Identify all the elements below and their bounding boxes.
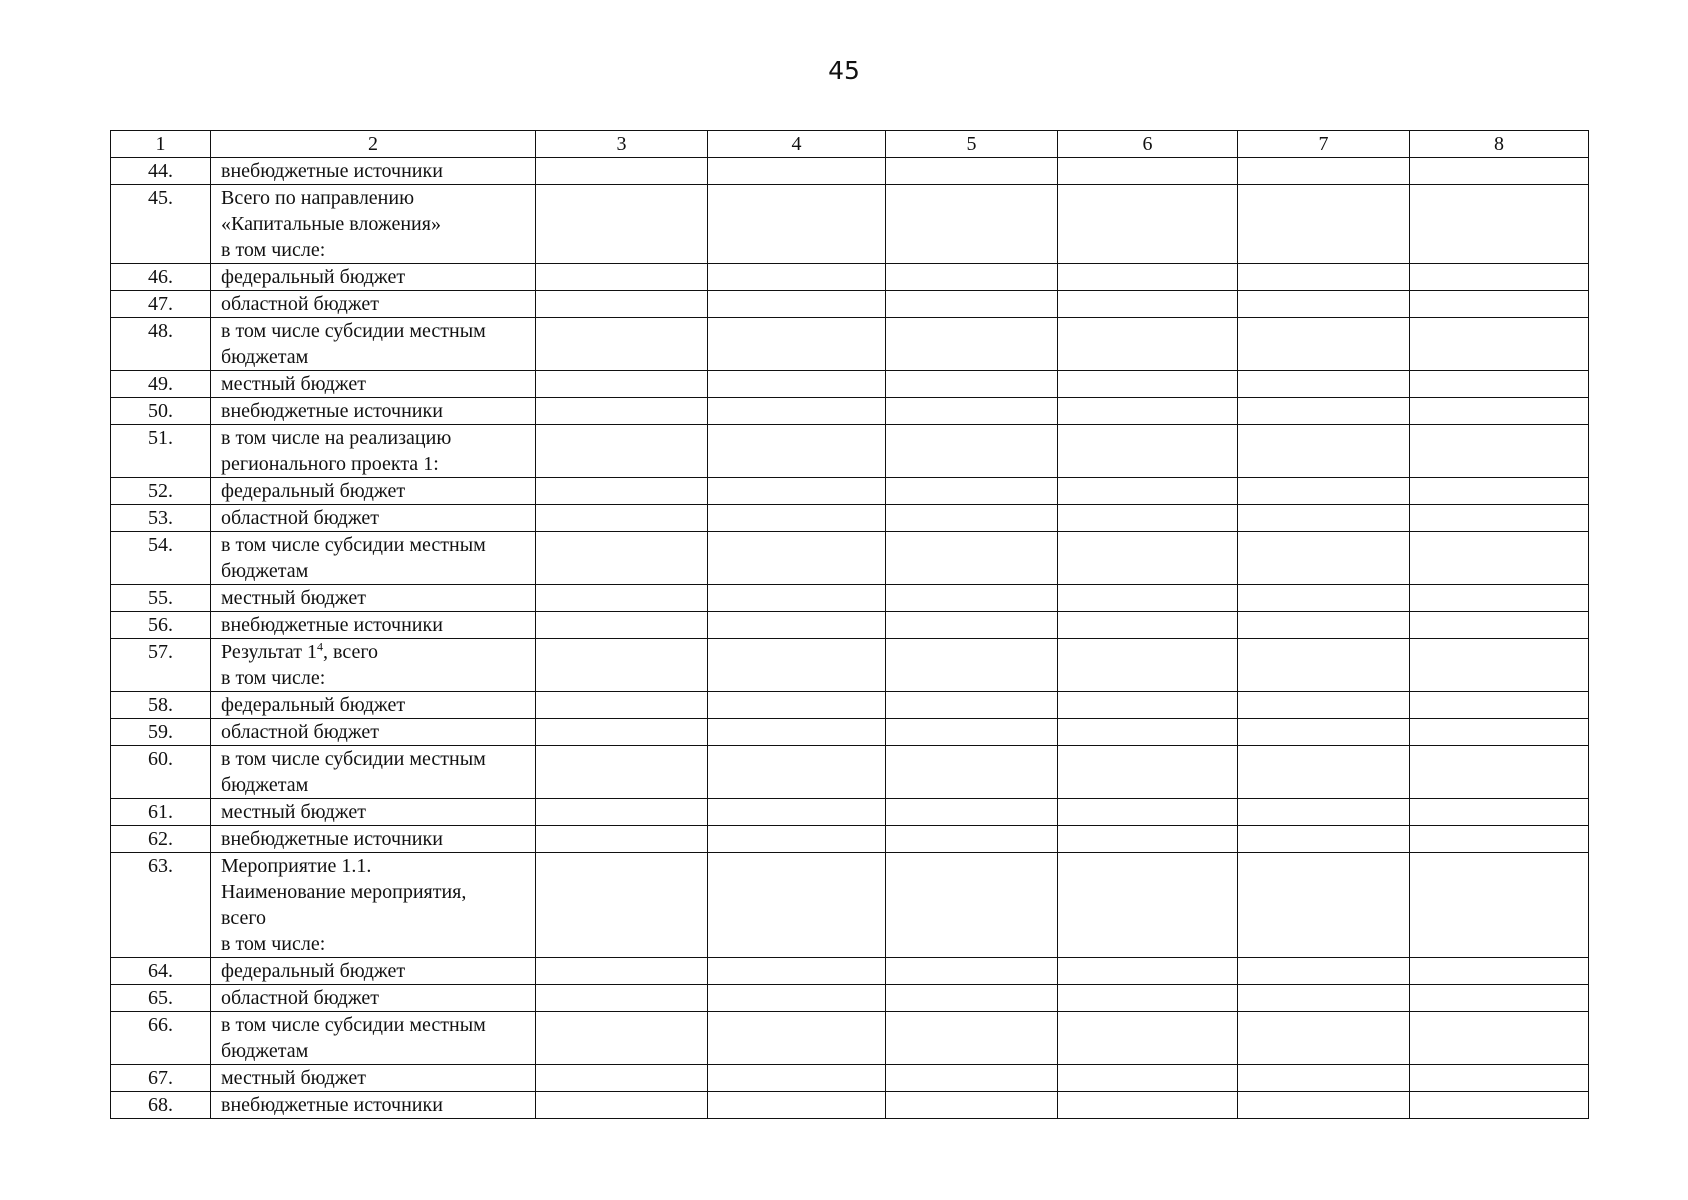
row-number: 54. [111, 532, 211, 585]
value-cell [536, 1065, 708, 1092]
value-cell [536, 639, 708, 692]
value-cell [886, 158, 1058, 185]
column-header: 2 [211, 131, 536, 158]
value-cell [1058, 505, 1238, 532]
page-number: 45 [828, 56, 860, 85]
row-description-text: Результат 1 [221, 641, 318, 663]
value-cell [886, 1065, 1058, 1092]
value-cell [1058, 585, 1238, 612]
table-row [111, 158, 1589, 185]
table-row [111, 639, 1589, 692]
value-cell [1238, 1012, 1410, 1065]
row-number: 64. [111, 958, 211, 985]
table-row [111, 958, 1589, 985]
value-cell [1238, 1065, 1410, 1092]
table-row [111, 719, 1589, 746]
row-description: местный бюджет [211, 371, 536, 398]
value-cell [1058, 985, 1238, 1012]
row-number: 61. [111, 799, 211, 826]
value-cell [536, 291, 708, 318]
row-description: федеральный бюджет [211, 478, 536, 505]
value-cell [886, 958, 1058, 985]
row-description: Всего по направлению «Капитальные вложения» в том числе: [211, 185, 536, 264]
row-description: внебюджетные источники [211, 398, 536, 425]
value-cell [1410, 398, 1589, 425]
value-cell [1238, 291, 1410, 318]
row-description: в том числе субсидии местным бюджетам [211, 746, 536, 799]
value-cell [1058, 318, 1238, 371]
value-cell [708, 185, 886, 264]
value-cell [1238, 826, 1410, 853]
table-row [111, 746, 1589, 799]
value-cell [886, 853, 1058, 958]
value-cell [1058, 425, 1238, 478]
value-cell [886, 505, 1058, 532]
row-number: 62. [111, 826, 211, 853]
row-description: внебюджетные источники [211, 612, 536, 639]
row-number: 59. [111, 719, 211, 746]
row-number: 51. [111, 425, 211, 478]
table-row [111, 585, 1589, 612]
row-number: 68. [111, 1092, 211, 1119]
value-cell [536, 719, 708, 746]
value-cell [886, 692, 1058, 719]
column-header: 3 [536, 131, 708, 158]
value-cell [886, 318, 1058, 371]
value-cell [1410, 1065, 1589, 1092]
table-row [111, 799, 1589, 826]
value-cell [708, 318, 886, 371]
value-cell [536, 264, 708, 291]
value-cell [1058, 612, 1238, 639]
value-cell [1410, 799, 1589, 826]
value-cell [1410, 158, 1589, 185]
value-cell [708, 719, 886, 746]
value-cell [1410, 639, 1589, 692]
value-cell [1058, 799, 1238, 826]
value-cell [708, 425, 886, 478]
value-cell [708, 985, 886, 1012]
row-number: 58. [111, 692, 211, 719]
row-number: 44. [111, 158, 211, 185]
value-cell [886, 398, 1058, 425]
column-header: 4 [708, 131, 886, 158]
value-cell [536, 853, 708, 958]
value-cell [886, 1092, 1058, 1119]
value-cell [1410, 719, 1589, 746]
table-body [111, 131, 1589, 1119]
value-cell [1410, 425, 1589, 478]
row-description: федеральный бюджет [211, 264, 536, 291]
table-row [111, 532, 1589, 585]
row-number: 60. [111, 746, 211, 799]
value-cell [708, 692, 886, 719]
value-cell [1058, 692, 1238, 719]
table-row [111, 398, 1589, 425]
value-cell [536, 799, 708, 826]
value-cell [536, 746, 708, 799]
row-description: в том числе субсидии местным бюджетам [211, 1012, 536, 1065]
value-cell [708, 958, 886, 985]
value-cell [1058, 746, 1238, 799]
value-cell [536, 318, 708, 371]
table-row [111, 425, 1589, 478]
value-cell [1058, 478, 1238, 505]
value-cell [1410, 264, 1589, 291]
value-cell [708, 478, 886, 505]
value-cell [1410, 985, 1589, 1012]
value-cell [886, 371, 1058, 398]
value-cell [1058, 398, 1238, 425]
row-description: областной бюджет [211, 291, 536, 318]
row-number: 50. [111, 398, 211, 425]
value-cell [1238, 371, 1410, 398]
value-cell [1058, 1012, 1238, 1065]
value-cell [1238, 585, 1410, 612]
row-description-text: , всего в том числе: [221, 641, 379, 689]
value-cell [1410, 612, 1589, 639]
value-cell [536, 958, 708, 985]
row-description: местный бюджет [211, 799, 536, 826]
value-cell [536, 505, 708, 532]
row-number: 48. [111, 318, 211, 371]
value-cell [1410, 958, 1589, 985]
table-row [111, 612, 1589, 639]
value-cell [708, 853, 886, 958]
row-number: 56. [111, 612, 211, 639]
value-cell [1058, 639, 1238, 692]
budget-table [110, 130, 1589, 1119]
value-cell [708, 826, 886, 853]
value-cell [1410, 371, 1589, 398]
value-cell [536, 478, 708, 505]
value-cell [1410, 505, 1589, 532]
value-cell [886, 639, 1058, 692]
value-cell [1410, 853, 1589, 958]
row-description: федеральный бюджет [211, 958, 536, 985]
row-description: в том числе на реализацию регионального проекта 1: [211, 425, 536, 478]
value-cell [1238, 985, 1410, 1012]
value-cell [886, 826, 1058, 853]
value-cell [886, 291, 1058, 318]
value-cell [536, 985, 708, 1012]
value-cell [1238, 185, 1410, 264]
value-cell [708, 291, 886, 318]
value-cell [708, 799, 886, 826]
value-cell [536, 612, 708, 639]
value-cell [1238, 746, 1410, 799]
value-cell [1058, 826, 1238, 853]
value-cell [886, 985, 1058, 1012]
table-row [111, 1012, 1589, 1065]
row-description: внебюджетные источники [211, 1092, 536, 1119]
value-cell [708, 585, 886, 612]
value-cell [536, 532, 708, 585]
value-cell [886, 264, 1058, 291]
value-cell [1238, 532, 1410, 585]
value-cell [1238, 505, 1410, 532]
value-cell [1410, 532, 1589, 585]
value-cell [1410, 746, 1589, 799]
row-description: Мероприятие 1.1. Наименование мероприятия, всего в том числе: [211, 853, 536, 958]
value-cell [536, 1092, 708, 1119]
table-row [111, 1092, 1589, 1119]
table-row [111, 318, 1589, 371]
value-cell [1058, 532, 1238, 585]
value-cell [886, 532, 1058, 585]
row-description: областной бюджет [211, 985, 536, 1012]
table-row [111, 291, 1589, 318]
value-cell [1410, 185, 1589, 264]
column-header: 1 [111, 131, 211, 158]
value-cell [708, 1012, 886, 1065]
value-cell [886, 612, 1058, 639]
row-number: 45. [111, 185, 211, 264]
value-cell [536, 185, 708, 264]
row-description: федеральный бюджет [211, 692, 536, 719]
value-cell [1238, 639, 1410, 692]
table-row [111, 371, 1589, 398]
value-cell [1058, 1065, 1238, 1092]
value-cell [886, 478, 1058, 505]
value-cell [1058, 719, 1238, 746]
value-cell [886, 799, 1058, 826]
row-description: в том числе субсидии местным бюджетам [211, 318, 536, 371]
value-cell [708, 1065, 886, 1092]
value-cell [1058, 958, 1238, 985]
value-cell [1238, 958, 1410, 985]
header-row [111, 131, 1589, 158]
table-row [111, 692, 1589, 719]
row-description: областной бюджет [211, 505, 536, 532]
value-cell [1058, 371, 1238, 398]
value-cell [708, 612, 886, 639]
value-cell [886, 746, 1058, 799]
value-cell [886, 425, 1058, 478]
value-cell [1410, 291, 1589, 318]
value-cell [536, 158, 708, 185]
row-number: 57. [111, 639, 211, 692]
value-cell [708, 158, 886, 185]
row-description [211, 639, 536, 692]
value-cell [1410, 478, 1589, 505]
column-header: 7 [1238, 131, 1410, 158]
row-number: 63. [111, 853, 211, 958]
row-number: 67. [111, 1065, 211, 1092]
value-cell [536, 371, 708, 398]
value-cell [1238, 853, 1410, 958]
value-cell [536, 1012, 708, 1065]
value-cell [1238, 158, 1410, 185]
row-number: 66. [111, 1012, 211, 1065]
row-number: 49. [111, 371, 211, 398]
value-cell [1238, 692, 1410, 719]
table-row [111, 985, 1589, 1012]
value-cell [536, 425, 708, 478]
row-description: внебюджетные источники [211, 826, 536, 853]
value-cell [1058, 185, 1238, 264]
value-cell [1238, 612, 1410, 639]
column-header: 5 [886, 131, 1058, 158]
column-header: 8 [1410, 131, 1589, 158]
table-row [111, 478, 1589, 505]
value-cell [536, 398, 708, 425]
value-cell [708, 746, 886, 799]
row-description: местный бюджет [211, 1065, 536, 1092]
table-row [111, 826, 1589, 853]
value-cell [1058, 158, 1238, 185]
value-cell [1238, 398, 1410, 425]
value-cell [1058, 291, 1238, 318]
value-cell [1410, 585, 1589, 612]
value-cell [708, 505, 886, 532]
value-cell [536, 585, 708, 612]
value-cell [1410, 692, 1589, 719]
row-description: местный бюджет [211, 585, 536, 612]
value-cell [886, 719, 1058, 746]
value-cell [1238, 425, 1410, 478]
value-cell [1238, 318, 1410, 371]
table-row [111, 853, 1589, 958]
table-row [111, 505, 1589, 532]
value-cell [886, 585, 1058, 612]
row-number: 53. [111, 505, 211, 532]
value-cell [1238, 478, 1410, 505]
value-cell [708, 532, 886, 585]
value-cell [1410, 826, 1589, 853]
row-number: 65. [111, 985, 211, 1012]
value-cell [1238, 264, 1410, 291]
row-number: 46. [111, 264, 211, 291]
value-cell [708, 639, 886, 692]
row-description: областной бюджет [211, 719, 536, 746]
row-number: 47. [111, 291, 211, 318]
value-cell [886, 1012, 1058, 1065]
value-cell [708, 264, 886, 291]
value-cell [1058, 853, 1238, 958]
value-cell [536, 692, 708, 719]
value-cell [1410, 1092, 1589, 1119]
value-cell [1238, 799, 1410, 826]
value-cell [1410, 318, 1589, 371]
row-description: внебюджетные источники [211, 158, 536, 185]
value-cell [536, 826, 708, 853]
value-cell [886, 185, 1058, 264]
value-cell [708, 398, 886, 425]
value-cell [708, 371, 886, 398]
value-cell [1410, 1012, 1589, 1065]
footnote-marker: 4 [317, 639, 324, 654]
row-number: 55. [111, 585, 211, 612]
table-row [111, 185, 1589, 264]
column-header: 6 [1058, 131, 1238, 158]
table-row [111, 264, 1589, 291]
value-cell [1238, 719, 1410, 746]
row-number: 52. [111, 478, 211, 505]
row-description: в том числе субсидии местным бюджетам [211, 532, 536, 585]
value-cell [708, 1092, 886, 1119]
value-cell [1238, 1092, 1410, 1119]
value-cell [1058, 1092, 1238, 1119]
value-cell [1058, 264, 1238, 291]
table-row [111, 1065, 1589, 1092]
